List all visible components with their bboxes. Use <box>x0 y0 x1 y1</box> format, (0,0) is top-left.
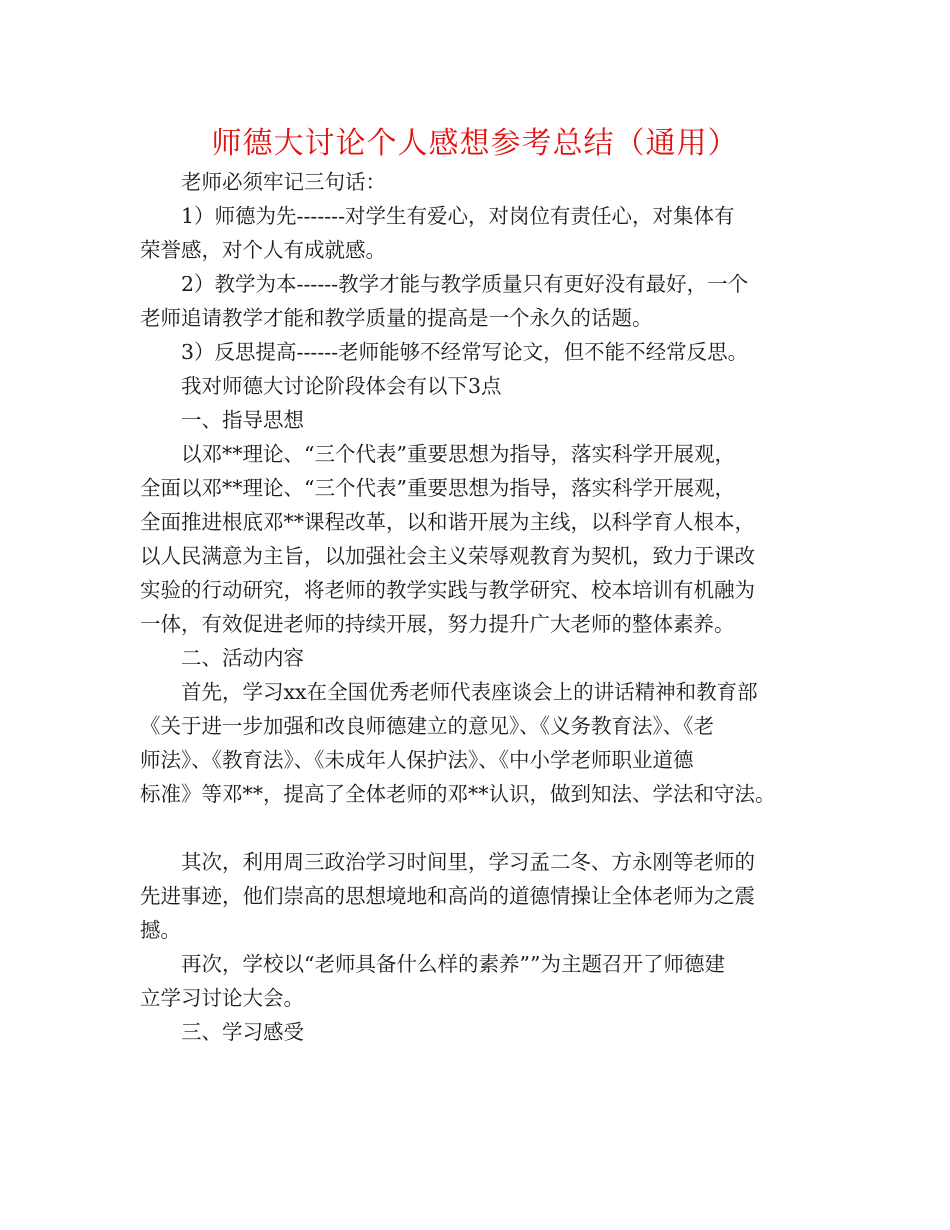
paragraph-line: 先进事迹，他们崇高的思想境地和高尚的道德情操让全体老师为之震 <box>140 884 755 908</box>
paragraph-line: 标准》等邓**，提高了全体老师的邓**认识，做到知法、学法和守法。 <box>140 782 776 806</box>
paragraph-line: 《关于进一步加强和改良师德建立的意见》、《义务教育法》、《老 <box>140 714 714 738</box>
paragraph-line: 以邓**理论、“三个代表”重要思想为指导，落实科学开展观， <box>181 442 735 466</box>
paragraph-line: 撼。 <box>140 918 181 942</box>
paragraph-line: 首先，学习xx在全国优秀老师代表座谈会上的讲话精神和教育部 <box>181 680 758 704</box>
document-title: 师德大讨论个人感想参考总结（通用） <box>211 126 739 161</box>
paragraph-line: 老师必须牢记三句话： <box>181 170 386 194</box>
paragraph-line: 全面推进根底邓**课程改革，以和谐开展为主线，以科学育人根本， <box>140 510 755 534</box>
paragraph-line: 1）师德为先-------对学生有爱心，对岗位有责任心，对集体有 <box>181 204 735 228</box>
paragraph-line: 一体，有效促进老师的持续开展，努力提升广大老师的整体素养。 <box>140 612 735 636</box>
paragraph-line: 我对师德大讨论阶段体会有以下3点 <box>181 374 502 398</box>
paragraph-line: 3）反思提高------老师能够不经常写论文，但不能不经常反思。 <box>181 340 749 364</box>
section-heading: 二、活动内容 <box>181 646 304 670</box>
paragraph-line: 其次，利用周三政治学习时间里，学习孟二冬、方永刚等老师的 <box>181 850 755 874</box>
document-body <box>140 165 830 1049</box>
paragraph-line: 2）教学为本------教学才能与教学质量只有更好没有最好，一个 <box>181 272 749 296</box>
paragraph-line: 再次，学校以“老师具备什么样的素养””为主题召开了师德建 <box>181 952 725 976</box>
section-heading: 一、指导思想 <box>181 408 304 432</box>
paragraph-line: 以人民满意为主旨，以加强社会主义荣辱观教育为契机，致力于课改 <box>140 544 755 568</box>
paragraph-line: 全面以邓**理论、“三个代表”重要思想为指导，落实科学开展观， <box>140 476 735 500</box>
blank-line <box>140 811 830 845</box>
paragraph-line: 立学习讨论大会。 <box>140 986 304 1010</box>
section-heading: 三、学习感受 <box>181 1020 304 1044</box>
paragraph-line: 荣誉感，对个人有成就感。 <box>140 238 386 262</box>
paragraph-line: 师法》、《教育法》、《未成年人保护法》、《中小学老师职业道德 <box>140 748 694 772</box>
paragraph-line: 老师追请教学才能和教学质量的提高是一个永久的话题。 <box>140 306 653 330</box>
paragraph-line: 实验的行动研究，将老师的教学实践与教学研究、校本培训有机融为 <box>140 578 755 602</box>
